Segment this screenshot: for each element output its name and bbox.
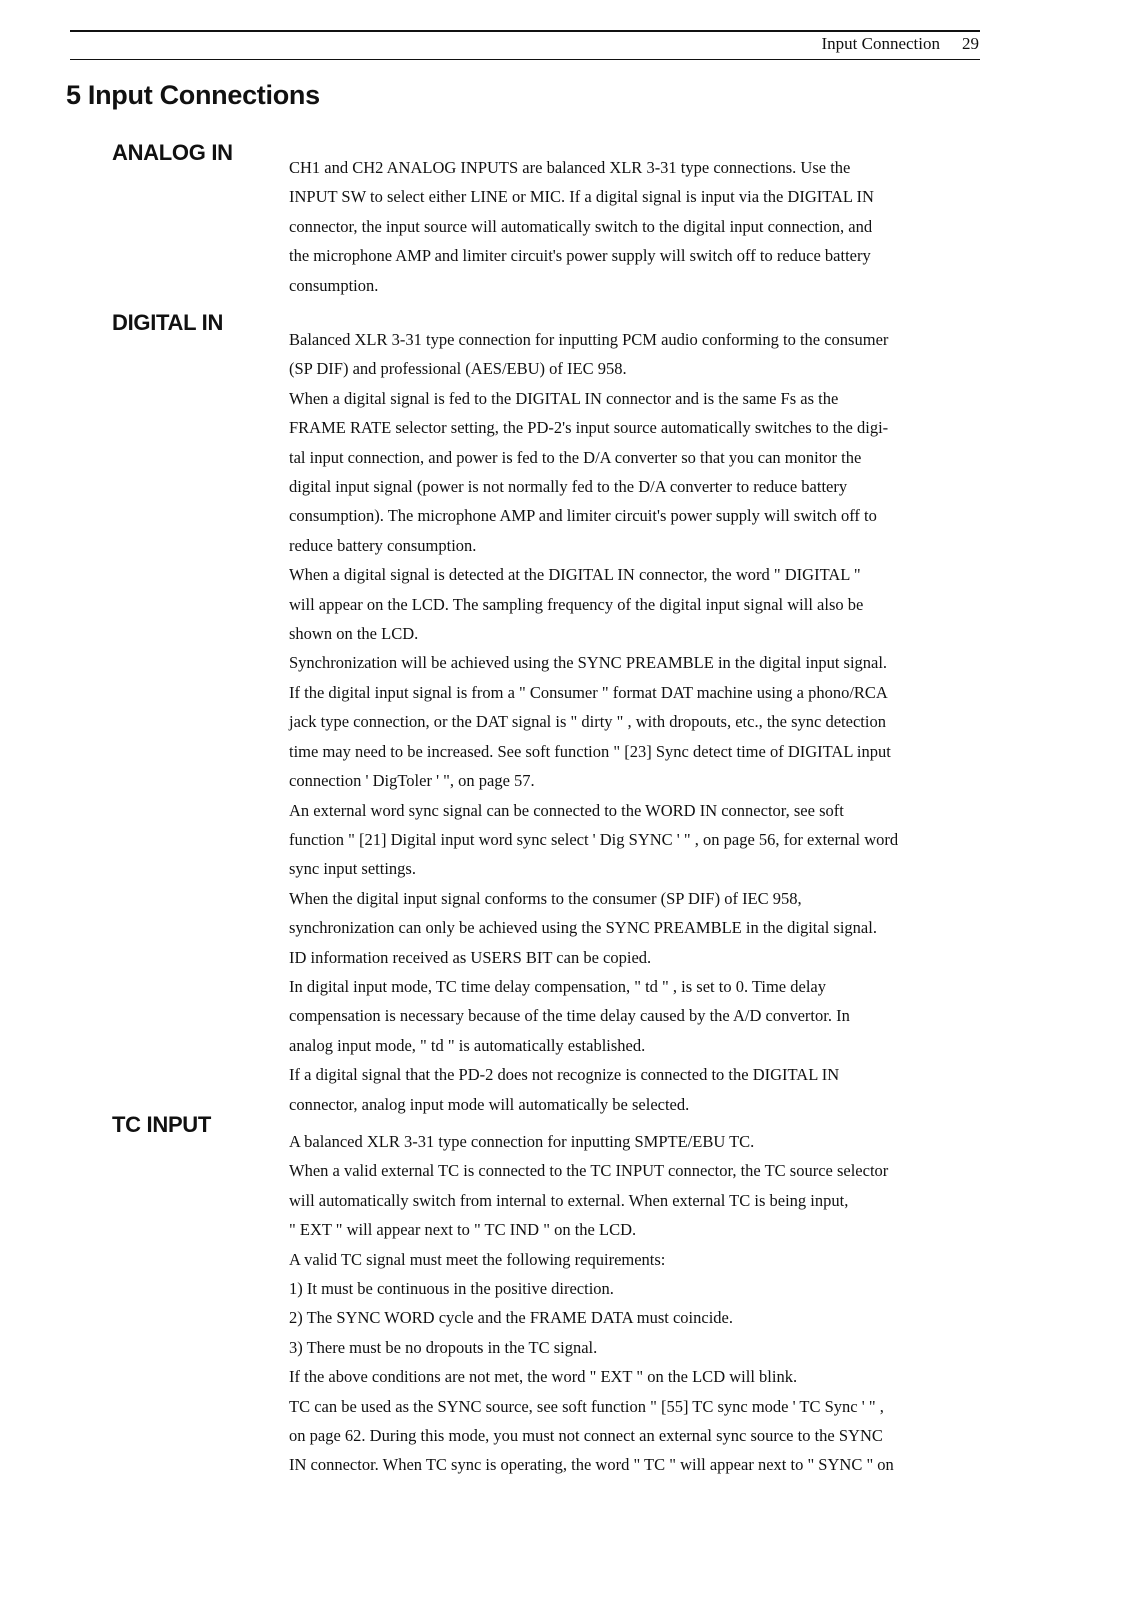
body-line: compensation is necessary because of the time delay caused by the A/D convertor. In [289,1006,850,1026]
section-body-digital-in [289,325,989,1119]
body-line: If a digital signal that the PD-2 does not recognize is connected to the DIGITAL IN [289,1065,840,1085]
body-line: the microphone AMP and limiter circuit's power supply will switch off to reduce battery [289,246,871,266]
body-line: 3) There must be no dropouts in the TC signal. [289,1337,598,1357]
body-line: shown on the LCD. [289,624,419,644]
body-line: sync input settings. [289,859,416,879]
body-line: 1) It must be continuous in the positive direction. [289,1279,614,1299]
body-line: If the above conditions are not met, the word " EXT " on the LCD will blink. [289,1367,798,1387]
body-line: If the digital input signal is from a " Consumer " format DAT machine using a phono/RCA [289,682,888,702]
body-line: FRAME RATE selector setting, the PD-2's input source automatically switches to the digi- [289,418,889,438]
body-line: IN connector. When TC sync is operating, the word " TC " will appear next to " SYNC " on [289,1455,894,1475]
running-title: Input Connection [821,34,940,53]
body-line: When a valid external TC is connected to the TC INPUT connector, the TC source selector [289,1161,889,1181]
body-line: on page 62. During this mode, you must not connect an external sync source to the SYNC [289,1426,883,1446]
chapter-title: 5 Input Connections [66,80,320,110]
running-header [821,34,979,54]
body-line: jack type connection, or the DAT signal is " dirty " , with dropouts, etc., the sync detection [289,712,886,732]
body-line: In digital input mode, TC time delay compensation, " td " , is set to 0. Time delay [289,976,826,996]
body-line: A valid TC signal must meet the following requirements: [289,1249,666,1269]
body-line: CH1 and CH2 ANALOG INPUTS are balanced XLR 3-31 type connections. Use the [289,158,851,177]
body-line: 2) The SYNC WORD cycle and the FRAME DATA must coincide. [289,1308,733,1328]
page-number: 29 [962,34,979,53]
body-line: connector, the input source will automatically switch to the digital input connection, and [289,216,873,236]
body-line: INPUT SW to select either LINE or MIC. If a digital signal is input via the DIGITAL IN [289,187,874,207]
body-line: An external word sync signal can be connected to the WORD IN connector, see soft [289,800,844,820]
body-line: tal input connection, and power is fed to the D/A converter so that you can monitor the [289,447,862,467]
body-line: (SP DIF) and professional (AES/EBU) of IEC 958. [289,359,627,379]
section-body-tc-input [289,1127,989,1480]
body-line: Synchronization will be achieved using the SYNC PREAMBLE in the digital input signal. [289,653,888,673]
body-line: synchronization can only be achieved using the SYNC PREAMBLE in the digital signal. [289,918,877,938]
body-line: When a digital signal is detected at the DIGITAL IN connector, the word " DIGITAL " [289,565,861,585]
body-line: will automatically switch from internal to external. When external TC is being input, [289,1190,849,1210]
body-line: When a digital signal is fed to the DIGITAL IN connector and is the same Fs as the [289,388,839,408]
body-line: When the digital input signal conforms to the consumer (SP DIF) of IEC 958, [289,888,802,908]
section-heading-tc-input: TC INPUT [112,1112,212,1137]
header-rule-top [70,30,980,32]
body-line: connector, analog input mode will automatically be selected. [289,1094,690,1114]
body-line: " EXT " will appear next to " TC IND " on the LCD. [289,1220,637,1240]
body-line: will appear on the LCD. The sampling frequency of the digital input signal will also be [289,594,864,614]
body-line: connection ' DigToler ' ", on page 57. [289,771,535,791]
header-rule-bottom [70,59,980,60]
body-line: ID information received as USERS BIT can be copied. [289,947,652,967]
body-line: TC can be used as the SYNC source, see soft function " [55] TC sync mode ' TC Sync ' " , [289,1396,884,1416]
section-heading-analog-in: ANALOG IN [112,140,233,165]
body-line: function " [21] Digital input word sync select ' Dig SYNC ' " , on page 56, for external word [289,829,899,849]
body-line: time may need to be increased. See soft function " [23] Sync detect time of DIGITAL input [289,741,891,761]
body-line: consumption. [289,275,379,295]
body-line: analog input mode, " td " is automatically established. [289,1035,646,1055]
body-line: consumption). The microphone AMP and limiter circuit's power supply will switch off to [289,506,877,526]
body-line: Balanced XLR 3-31 type connection for inputting PCM audio conforming to the consumer [289,330,889,349]
section-body-analog-in [289,153,989,300]
section-heading-digital-in: DIGITAL IN [112,310,224,335]
body-line: A balanced XLR 3-31 type connection for inputting SMPTE/EBU TC. [289,1132,755,1151]
body-line: reduce battery consumption. [289,535,477,555]
body-line: digital input signal (power is not normally fed to the D/A converter to reduce battery [289,477,848,497]
